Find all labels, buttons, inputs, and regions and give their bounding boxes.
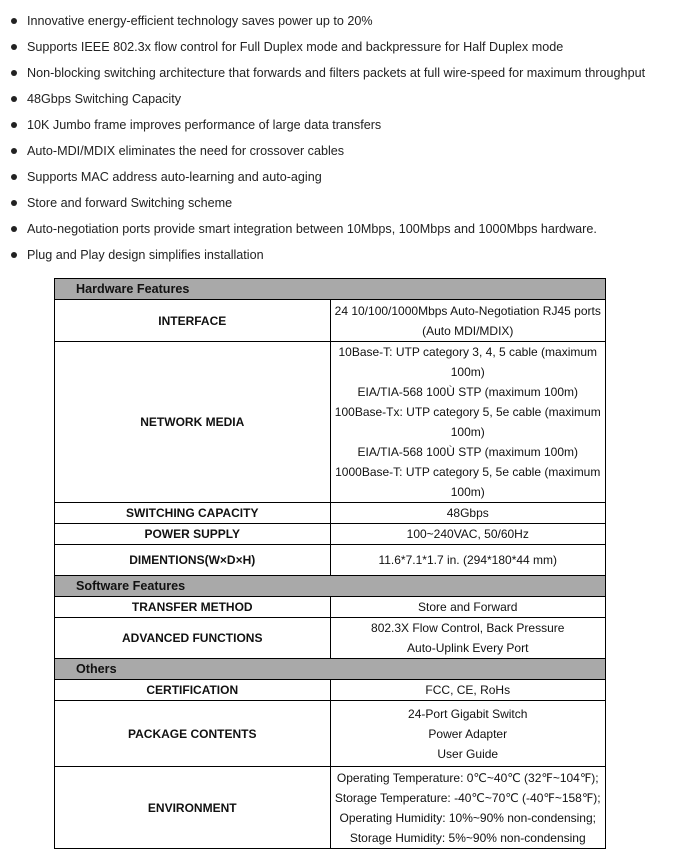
spec-value: 802.3X Flow Control, Back Pressure Auto-Uplink Every Port [330,618,606,659]
spec-label: DIMENTIONS(W×D×H) [55,545,331,576]
bullet-icon [11,226,17,232]
spec-label: ADVANCED FUNCTIONS [55,618,331,659]
section-header-software: Software Features [55,576,606,597]
spec-value: 10Base-T: UTP category 3, 4, 5 cable (maximum 100m) EIA/TIA-568 100Ù STP (maximum 100m) 100Base-Tx: UTP category 5, 5e cable (maximum 100m) EIA/TIA-568 100Ù STP (maximum 100m) 1000Base-T: UTP category 5, 5e cable (maximum 100m) [330,342,606,503]
feature-item: Store and forward Switching scheme [0,190,678,216]
spec-row-advanced-functions [55,618,606,659]
feature-list [0,8,678,268]
spec-table [54,278,606,849]
section-header-others: Others [55,659,606,680]
feature-item: Supports IEEE 802.3x flow control for Full Duplex mode and backpressure for Half Duplex mode [0,34,678,60]
bullet-icon [11,200,17,206]
bullet-icon [11,122,17,128]
spec-row-environment [55,767,606,849]
spec-value: 11.6*7.1*1.7 in. (294*180*44 mm) [330,545,606,576]
feature-item: 48Gbps Switching Capacity [0,86,678,112]
feature-item: 10K Jumbo frame improves performance of large data transfers [0,112,678,138]
spec-row-power-supply [55,524,606,545]
feature-item: Innovative energy-efficient technology saves power up to 20% [0,8,678,34]
spec-label: NETWORK MEDIA [55,342,331,503]
spec-value: 24 10/100/1000Mbps Auto-Negotiation RJ45 ports (Auto MDI/MDIX) [330,300,606,342]
bullet-icon [11,174,17,180]
spec-value: 24-Port Gigabit Switch Power Adapter User Guide [330,701,606,767]
spec-value: Store and Forward [330,597,606,618]
bullet-icon [11,70,17,76]
bullet-icon [11,148,17,154]
spec-label: POWER SUPPLY [55,524,331,545]
bullet-icon [11,18,17,24]
spec-row-certification [55,680,606,701]
feature-item: Plug and Play design simplifies installation [0,242,678,268]
bullet-icon [11,96,17,102]
spec-value: Operating Temperature: 0℃~40℃ (32℉~104℉); Storage Temperature: -40℃~70℃ (-40℉~158℉); Operating Humidity: 10%~90% non-condensing; Storage Humidity: 5%~90% non-condensing [330,767,606,849]
spec-row-network-media [55,342,606,503]
spec-row-interface [55,300,606,342]
spec-row-switching-capacity [55,503,606,524]
bullet-icon [11,252,17,258]
spec-label: TRANSFER METHOD [55,597,331,618]
section-header-hardware: Hardware Features [55,279,606,300]
spec-label: PACKAGE CONTENTS [55,701,331,767]
spec-row-transfer-method [55,597,606,618]
spec-label: INTERFACE [55,300,331,342]
spec-value: FCC, CE, RoHs [330,680,606,701]
spec-label: CERTIFICATION [55,680,331,701]
bullet-icon [11,44,17,50]
spec-label: SWITCHING CAPACITY [55,503,331,524]
spec-row-package-contents [55,701,606,767]
feature-item: Auto-negotiation ports provide smart integration between 10Mbps, 100Mbps and 1000Mbps hardware. [0,216,678,242]
spec-value: 48Gbps [330,503,606,524]
feature-item: Supports MAC address auto-learning and auto-aging [0,164,678,190]
spec-value: 100~240VAC, 50/60Hz [330,524,606,545]
feature-item: Auto-MDI/MDIX eliminates the need for crossover cables [0,138,678,164]
spec-row-dimensions [55,545,606,576]
feature-item: Non-blocking switching architecture that forwards and filters packets at full wire-speed for maximum throughput [0,60,678,86]
spec-label: ENVIRONMENT [55,767,331,849]
